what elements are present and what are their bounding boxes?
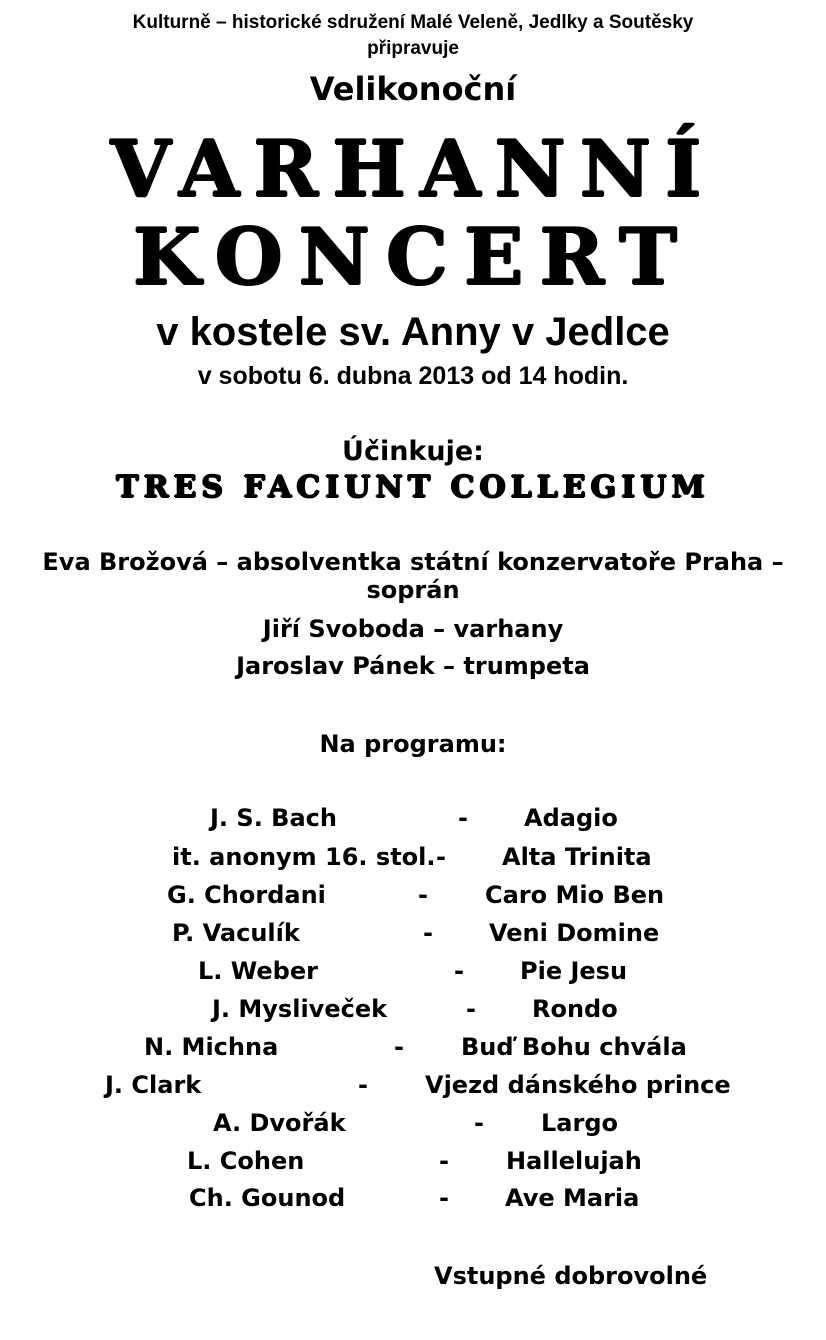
program-composer: J. S. Bach bbox=[210, 804, 337, 832]
program-composer: P. Vaculík bbox=[172, 919, 300, 947]
occasion-line: Velikonoční bbox=[309, 70, 517, 108]
performer-line-2: soprán bbox=[366, 576, 460, 604]
program-piece: Ave Maria bbox=[505, 1184, 640, 1212]
program-composer: J. Clark bbox=[105, 1071, 202, 1099]
program-dash: - bbox=[458, 804, 468, 832]
venue-datetime: v sobotu 6. dubna 2013 od 14 hodin. bbox=[197, 362, 629, 390]
program-composer: J. Mysliveček bbox=[212, 995, 388, 1023]
title-line-1: VARHANNÍ bbox=[110, 124, 716, 215]
program-composer: L. Weber bbox=[198, 957, 318, 985]
admission-note: Vstupné dobrovolné bbox=[434, 1262, 708, 1290]
program-dash: - bbox=[418, 881, 428, 909]
program-dash: - bbox=[423, 919, 433, 947]
ensemble-name: TRES FACIUNT COLLEGIUM bbox=[116, 470, 710, 505]
program-composer: L. Cohen bbox=[187, 1147, 305, 1175]
program-piece: Buď Bohu chvála bbox=[461, 1033, 687, 1061]
title-line-2: KONCERT bbox=[133, 212, 693, 303]
program-composer: it. anonym 16. stol. bbox=[172, 843, 436, 871]
program-composer: N. Michna bbox=[144, 1033, 279, 1061]
venue-place: v kostele sv. Anny v Jedlce bbox=[156, 310, 670, 354]
performers-heading: Účinkuje: bbox=[342, 436, 484, 467]
program-piece: Rondo bbox=[532, 995, 618, 1023]
performer-line-3: Jiří Svoboda – varhany bbox=[262, 615, 564, 643]
program-dash: - bbox=[466, 995, 476, 1023]
program-piece: Hallelujah bbox=[506, 1147, 642, 1175]
program-dash: - bbox=[454, 957, 464, 985]
program-piece: Alta Trinita bbox=[502, 843, 652, 871]
program-piece: Vjezd dánského prince bbox=[425, 1071, 731, 1099]
program-piece: Caro Mio Ben bbox=[485, 881, 665, 909]
prepares-line: připravuje bbox=[367, 38, 459, 59]
program-dash: - bbox=[436, 843, 446, 871]
program-piece: Adagio bbox=[524, 804, 618, 832]
program-composer: A. Dvořák bbox=[213, 1109, 346, 1137]
program-dash: - bbox=[474, 1109, 484, 1137]
performer-line-4: Jaroslav Pánek – trumpeta bbox=[236, 652, 590, 680]
program-piece: Largo bbox=[541, 1109, 618, 1137]
program-dash: - bbox=[358, 1071, 368, 1099]
program-dash: - bbox=[439, 1184, 449, 1212]
program-piece: Pie Jesu bbox=[520, 957, 628, 985]
performer-line-1: Eva Brožová – absolventka státní konzervatoře Praha – bbox=[42, 548, 784, 576]
program-heading: Na programu: bbox=[319, 730, 507, 758]
program-piece: Veni Domine bbox=[489, 919, 660, 947]
program-composer: G. Chordani bbox=[167, 881, 326, 909]
program-dash: - bbox=[439, 1147, 449, 1175]
organizer-line: Kulturně – historické sdružení Malé Veleně, Jedlky a Soutěsky bbox=[132, 12, 694, 33]
program-composer: Ch. Gounod bbox=[189, 1184, 346, 1212]
program-dash: - bbox=[394, 1033, 404, 1061]
